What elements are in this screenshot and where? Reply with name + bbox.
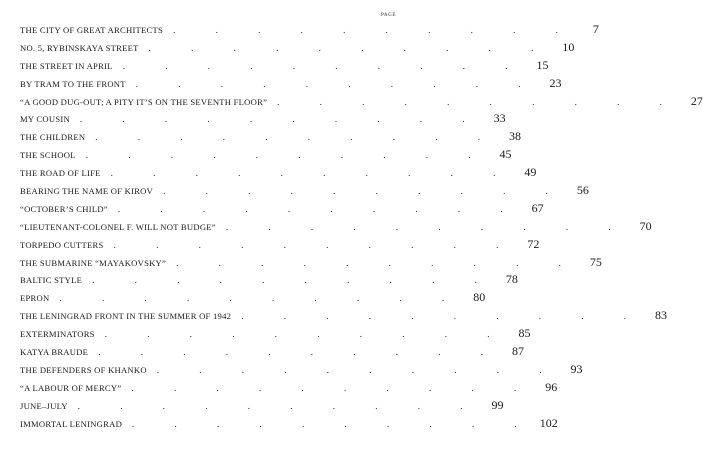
toc-entry	[20, 111, 506, 129]
dot-leader: . . . . . . . . . .	[156, 364, 561, 375]
toc-entry-page: 87	[511, 344, 524, 359]
toc-entry-page: 23	[549, 75, 562, 90]
toc-entry-page: 10	[562, 39, 575, 54]
toc-entry	[20, 165, 537, 183]
dot-leader: . . . . . . . . . .	[104, 329, 509, 340]
toc-entry	[20, 183, 589, 201]
toc-entry-title: THE ROAD OF LIFE	[20, 168, 101, 179]
dot-leader: . . . . . . . . . .	[176, 257, 580, 268]
dot-leader: . . . . . . . . . .	[163, 186, 567, 197]
toc-entry	[20, 379, 558, 398]
toc-entry	[20, 361, 583, 380]
toc-entry-title: “A GOOD DUG-OUT; A PITY IT’S ON THE SEVENTH FLOOR”	[20, 96, 268, 107]
toc-entry-title: IMMORTAL LENINGRAD	[20, 418, 123, 429]
toc-entry	[20, 22, 599, 40]
toc-entry-title: THE DEFENDERS OF KHANKO	[20, 364, 147, 375]
toc-entry-title: “A LABOUR OF MERCY”	[20, 382, 122, 393]
toc-entry-title: THE LENINGRAD FRONT IN THE SUMMER OF 1942	[20, 311, 232, 322]
toc-entry-page: 72	[527, 236, 540, 251]
toc-entry-page: 49	[524, 165, 537, 180]
toc-entry	[20, 272, 518, 290]
page-column-label: PAGE	[381, 13, 396, 18]
dot-leader: . . . . . . . . . .	[92, 275, 496, 286]
toc-entry	[20, 254, 602, 273]
toc-entry	[20, 75, 562, 94]
toc-entry-page: 56	[576, 183, 589, 198]
dot-leader: . . . . . . . . . .	[77, 400, 482, 411]
toc-entry-page: 85	[518, 326, 531, 341]
toc-entry-page: 96	[545, 379, 558, 394]
toc-entry-title: “OCTOBER’S CHILD”	[20, 203, 108, 214]
toc-entry	[20, 200, 544, 219]
toc-entry-page: 38	[509, 129, 522, 144]
dot-leader: . . . . . . . . . .	[95, 132, 500, 143]
toc-entry-page: 93	[570, 361, 583, 376]
dot-leader: . . . . . . . . . .	[113, 239, 518, 250]
dot-leader: . . . . . . . . . .	[277, 96, 681, 107]
toc-entry-page: 102	[539, 415, 558, 430]
toc-entry-title: BEARING THE NAME OF KIROV	[20, 186, 154, 197]
dot-leader: . . . . . . . . . .	[173, 25, 577, 35]
toc-entry-title: “LIEUTENANT-COLONEL F. WILL NOT BUDGE”	[20, 221, 216, 232]
dot-leader: . . . . . . . . . .	[225, 221, 630, 232]
toc-entry-title: BALTIC STYLE	[20, 275, 83, 286]
toc-entry	[20, 344, 524, 362]
toc-list	[20, 22, 703, 433]
toc-entry-page: 70	[639, 218, 652, 233]
toc-entry-title: BY TRAM TO THE FRONT	[20, 78, 126, 89]
toc-entry-page: 27	[690, 93, 703, 108]
dot-leader: . . . . . . . . . .	[98, 347, 502, 358]
toc-entry-page: 33	[493, 111, 506, 126]
toc-entry	[20, 326, 531, 344]
toc-entry-page: 75	[589, 254, 602, 269]
dot-leader: . . . . . . . . . .	[110, 168, 515, 179]
toc-entry	[20, 93, 703, 112]
toc-entry-title: EXTERMINATORS	[20, 329, 95, 340]
dot-leader: . . . . . . . . . .	[117, 203, 522, 214]
dot-leader: . . . . . . . . . .	[131, 382, 536, 393]
dot-leader: . . . . . . . . . .	[85, 150, 490, 161]
dot-leader: . . . . . . . . . .	[241, 311, 645, 322]
toc-entry-title: NO. 5, RYBINSKAYA STREET	[20, 42, 139, 53]
toc-entry-page: 15	[536, 57, 549, 72]
toc-entry-page: 7	[592, 22, 599, 36]
toc-entry-page: 78	[505, 272, 518, 287]
toc-entry	[20, 415, 558, 434]
dot-leader: . . . . . . . . . .	[59, 293, 464, 304]
toc-entry	[20, 57, 549, 76]
toc-entry-page: 83	[654, 308, 667, 323]
toc-entry	[20, 129, 522, 147]
toc-entry-title: EPRON	[20, 293, 50, 304]
toc-entry	[20, 236, 540, 255]
toc-entry-title: JUNE–JULY	[20, 400, 68, 411]
toc-entry-page: 45	[499, 147, 512, 162]
dot-leader: . . . . . . . . . .	[79, 114, 484, 125]
dot-leader: . . . . . . . . . .	[132, 418, 536, 429]
toc-entry	[20, 218, 652, 237]
dot-leader: . . . . . . . . . .	[135, 78, 540, 89]
toc-entry-title: THE STREET IN APRIL	[20, 60, 113, 71]
dot-leader: . . . . . . . . . .	[122, 60, 527, 71]
toc-entry-title: THE CITY OF GREAT ARCHITECTS	[20, 25, 164, 35]
toc-entry-page: 80	[473, 290, 486, 305]
toc-entry-title: THE SCHOOL	[20, 150, 76, 161]
toc-entry	[20, 308, 667, 326]
toc-entry	[20, 397, 504, 416]
toc-entry-page: 99	[491, 397, 504, 412]
toc-entry-title: THE SUBMARINE “MAYAKOVSKY”	[20, 257, 167, 268]
toc-entry	[20, 290, 486, 308]
toc-entry-title: KATYA BRAUDE	[20, 347, 89, 358]
toc-entry-page: 67	[531, 200, 544, 215]
toc-entry-title: TORPEDO CUTTERS	[20, 239, 104, 250]
toc-entry	[20, 147, 512, 165]
toc-entry	[20, 39, 575, 58]
toc-entry-title: MY COUSIN	[20, 114, 70, 125]
toc-entry-title: THE CHILDREN	[20, 132, 86, 143]
dot-leader: . . . . . . . . . .	[148, 42, 553, 53]
